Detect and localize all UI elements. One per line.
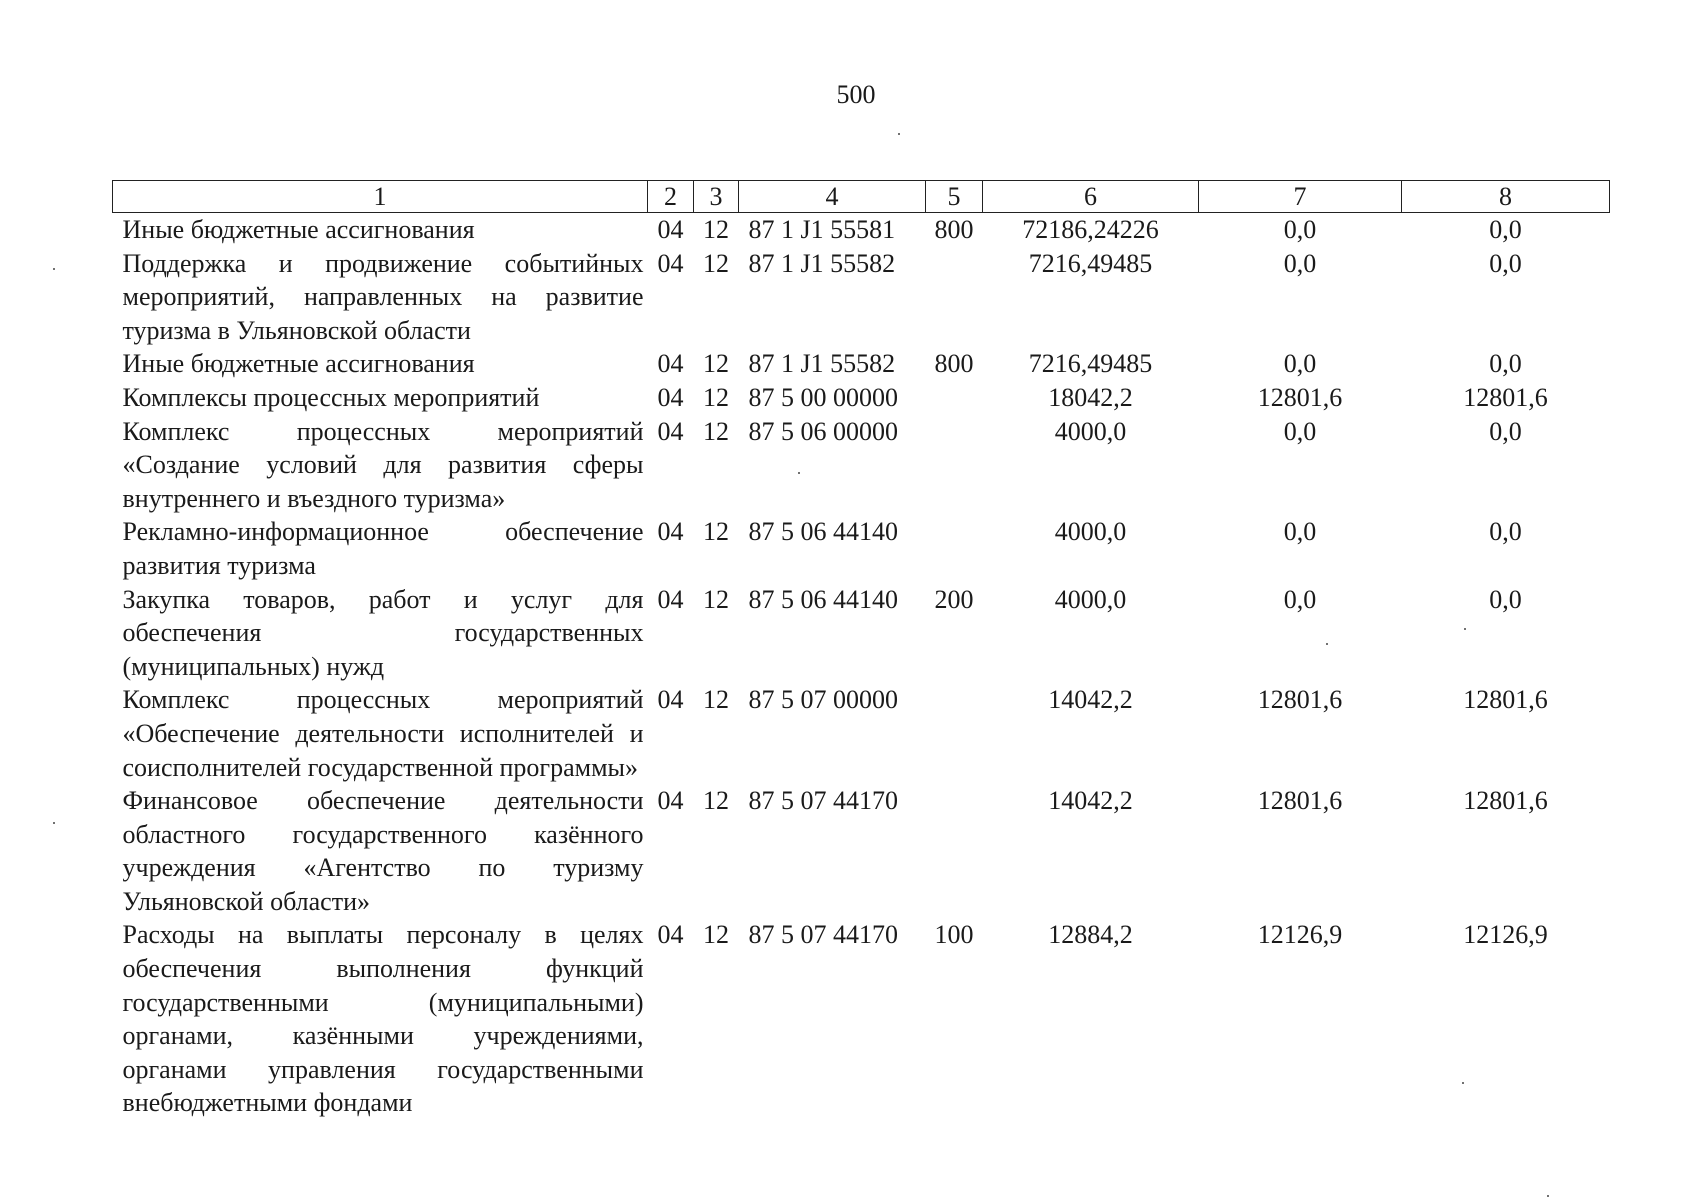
amount-col-6: 4000,0 [1054,584,1127,614]
column-header-1: 1 [113,181,648,213]
subsection-code: 12 [703,215,729,244]
table-row [113,515,1610,582]
subsection-code: 12 [703,786,729,816]
table-row [113,583,1610,684]
subsection-code: 12 [703,416,729,446]
amount-col-8: 12801,6 [1463,382,1548,412]
table-row [113,347,1610,381]
expense-type-code [926,683,983,784]
scan-speck [53,822,55,824]
budget-item-name: Комплексы процессных мероприятий [122,382,540,412]
section-code: 04 [657,215,684,244]
subsection-code: 12 [703,517,729,547]
amount-col-6: 12884,2 [1048,920,1133,950]
budget-item-name: Комплекс процессных мероприятий «Создание условий для развития сферы внутреннего и въездного туризма» [122,416,644,513]
expense-type-code: 800 [934,349,974,379]
subsection-code: 12 [703,584,729,614]
amount-col-6: 72186,24226 [1022,215,1159,244]
amount-col-8: 0,0 [1489,349,1522,379]
expense-type-code [926,415,983,516]
amount-col-7: 12126,9 [1257,920,1343,950]
subsection-code: 12 [703,349,729,379]
budget-item-name: Иные бюджетные ассигнования [122,215,475,244]
section-code: 04 [657,349,684,379]
section-code: 04 [657,382,684,412]
budget-item-name: Комплекс процессных мероприятий «Обеспечение деятельности исполнителей и соисполнителей государственной программы» [122,685,644,782]
scan-speck [1464,628,1466,630]
target-article-code: 87 5 06 44140 [748,517,898,547]
amount-col-7: 12801,6 [1257,382,1343,412]
expense-type-code: 100 [934,920,974,950]
table-row [113,415,1610,516]
amount-col-6: 18042,2 [1048,382,1133,412]
target-article-code: 87 1 J1 55582 [748,248,896,278]
expense-type-code [926,381,983,415]
expense-type-code [926,784,983,918]
section-code: 04 [657,248,684,278]
column-header-2: 2 [648,181,694,213]
amount-col-8: 12126,9 [1463,920,1548,950]
amount-col-7: 12801,6 [1257,685,1343,715]
amount-col-8: 12801,6 [1463,786,1548,816]
budget-item-name: Финансовое обеспечение деятельности областного государственного казённого учреждения «Агентство по туризму Ульяновской области» [122,786,644,916]
budget-item-name: Расходы на выплаты персоналу в целях обеспечения выполнения функций государственными (муниципальными) органами, казёнными учреждениями, органами управления государственными внебюджетными фондами [122,920,644,1118]
budget-item-name: Рекламно-информационное обеспечение развития туризма [122,517,644,580]
budget-item-name: Иные бюджетные ассигнования [122,349,475,379]
amount-col-7: 12801,6 [1257,786,1343,816]
amount-col-7: 0,0 [1283,416,1317,446]
scan-speck [1462,1082,1464,1084]
target-article-code: 87 1 J1 55581 [748,215,896,244]
column-header-7: 7 [1199,181,1402,213]
scan-speck [1326,643,1328,645]
section-code: 04 [657,584,684,614]
table-body [113,213,1610,1121]
table-row [113,247,1610,348]
table-row [113,683,1610,784]
table-row [113,381,1610,415]
column-header-8: 8 [1402,181,1610,213]
subsection-code: 12 [703,685,729,715]
budget-item-name: Поддержка и продвижение событийных мероприятий, направленных на развитие туризма в Ульяновской области [122,248,644,345]
expense-type-code: 800 [934,215,974,244]
amount-col-7: 0,0 [1283,584,1317,614]
table-row [113,918,1610,1120]
expense-type-code [926,515,983,582]
table-header-row [113,181,1610,213]
amount-col-6: 7216,49485 [1028,248,1153,278]
amount-col-6: 7216,49485 [1028,349,1153,379]
amount-col-6: 4000,0 [1054,416,1127,446]
scan-speck [53,268,55,270]
amount-col-6: 14042,2 [1048,786,1133,816]
amount-col-8: 0,0 [1489,248,1522,278]
subsection-code: 12 [703,248,729,278]
subsection-code: 12 [703,382,729,412]
amount-col-8: 0,0 [1489,517,1522,547]
amount-col-8: 12801,6 [1463,685,1548,715]
target-article-code: 87 5 07 00000 [748,685,898,715]
column-header-4: 4 [739,181,926,213]
expense-type-code: 200 [934,584,974,614]
target-article-code: 87 5 06 44140 [748,584,898,614]
table-row [113,213,1610,247]
table-row [113,784,1610,918]
subsection-code: 12 [703,920,729,950]
column-header-5: 5 [926,181,983,213]
amount-col-6: 4000,0 [1054,517,1127,547]
scan-speck [898,133,900,135]
amount-col-7: 0,0 [1283,349,1317,379]
amount-col-8: 0,0 [1489,584,1522,614]
target-article-code: 87 5 07 44170 [748,920,898,950]
scan-speck [1547,1195,1549,1197]
column-header-3: 3 [694,181,739,213]
amount-col-6: 14042,2 [1048,685,1133,715]
section-code: 04 [657,786,684,816]
section-code: 04 [657,685,684,715]
amount-col-7: 0,0 [1283,517,1317,547]
amount-col-8: 0,0 [1489,215,1522,244]
target-article-code: 87 1 J1 55582 [748,349,896,379]
amount-col-7: 0,0 [1283,248,1317,278]
amount-col-7: 0,0 [1283,215,1317,244]
budget-item-name: Закупка товаров, работ и услуг для обеспечения государственных (муниципальных) нужд [122,584,644,681]
target-article-code: 87 5 00 00000 [748,382,898,412]
section-code: 04 [657,920,684,950]
budget-table [112,180,1610,1120]
expense-type-code [926,247,983,348]
target-article-code: 87 5 06 00000 [748,416,898,446]
section-code: 04 [657,416,684,446]
scan-speck [798,472,800,474]
section-code: 04 [657,517,684,547]
page-number: 500 [836,80,876,109]
target-article-code: 87 5 07 44170 [748,786,898,816]
column-header-6: 6 [983,181,1199,213]
amount-col-8: 0,0 [1489,416,1522,446]
